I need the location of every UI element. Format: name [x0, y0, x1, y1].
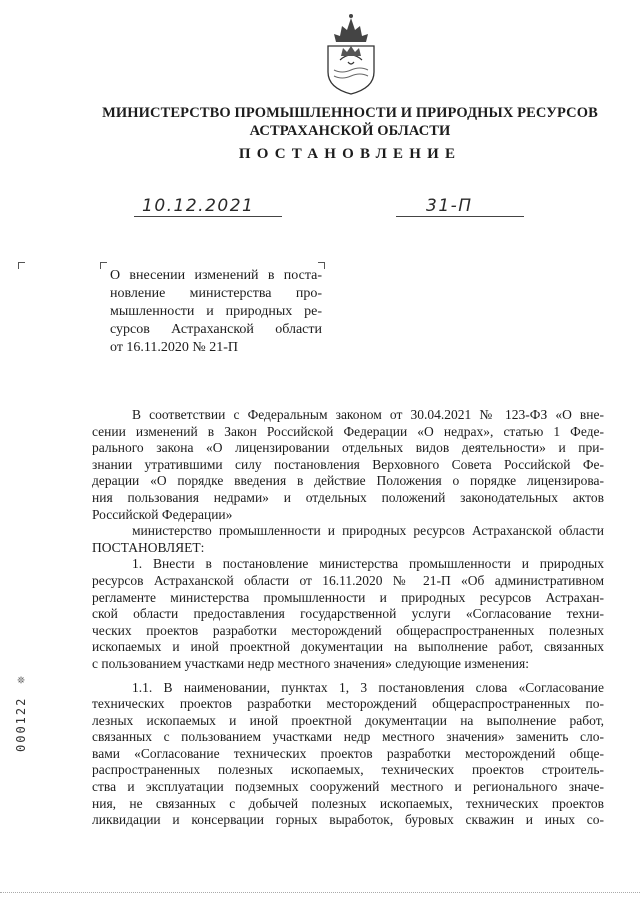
- resolution-keyword: ПОСТАНОВЛЯЕТ:: [92, 539, 205, 555]
- subject-line: мышленности и природных ре-: [110, 304, 322, 319]
- body-line: ресурсов Астраханской области от 16.11.2020 № 21-П «Об административном: [92, 572, 604, 588]
- side-serial-number: 000122 ❊: [14, 671, 28, 752]
- body-line: лезных ископаемых и иной проектной документации на выполнение работ,: [92, 712, 604, 728]
- body-line: сении изменений в Закон Российской Федерации «О недрах», статью 1 Феде-: [92, 423, 604, 439]
- body-line: технических проектов разработки месторождений общераспространенных по-: [92, 696, 604, 712]
- body-line: ния пользования недрами» и отдельных положений законодательных актов: [92, 489, 604, 505]
- body-line: с пользованием участками недр местного значения» следующие изменения:: [92, 655, 529, 671]
- body-line: связанных с пользованием участками недр местного значения» заменить сло-: [92, 729, 604, 745]
- body-line: ликвидации и консервации горных выработок, буровых скважин и иных со-: [92, 812, 604, 828]
- document-date: 10.12.2021: [142, 196, 255, 216]
- coat-of-arms-emblem: [322, 12, 380, 96]
- subject-block: [110, 267, 322, 357]
- body-line: В соответствии с Федеральным законом от 30.04.2021 № 123-ФЗ «О вне-: [132, 407, 604, 422]
- body-line: ской области предоставления государственной услуги «Согласование техни-: [92, 606, 604, 622]
- document-type-title: ПОСТАНОВЛЕНИЕ: [238, 146, 462, 162]
- body-line: Российской Федерации»: [92, 506, 233, 522]
- body-line: ния, не связанных с добычей полезных ископаемых, технических проектов: [92, 795, 604, 811]
- body-line: знании утратившими силу постановления Верховного Совета Российской Фе-: [92, 456, 604, 472]
- document-number: 31-П: [426, 196, 473, 216]
- body-line: ства и эксплуатации подземных сооружений местного и регионального значе-: [92, 779, 604, 795]
- ministry-name: [100, 104, 600, 140]
- body-line: 1. Внести в постановление министерства промышленности и природных: [132, 556, 604, 572]
- date-underline: [134, 216, 282, 217]
- ministry-name-line: МИНИСТЕРСТВО ПРОМЫШЛЕННОСТИ И ПРИРОДНЫХ РЕСУРСОВ: [102, 105, 598, 121]
- corner-mark: [100, 262, 107, 269]
- number-underline: [396, 216, 524, 217]
- body-line: 1.1. В наименовании, пунктах 1, 3 постановления слова «Согласование: [132, 679, 604, 695]
- body-line: ческих проектов разработки месторождений общераспространенных полезных: [92, 622, 604, 638]
- body-line: министерство промышленности и природных ресурсов Астраханской области: [132, 523, 604, 539]
- page-edge-line: [0, 892, 640, 893]
- body-line: вами «Согласование технических проектов разработки месторождений обще-: [92, 745, 604, 761]
- corner-mark: [18, 262, 25, 269]
- body-line: рального закона «О лицензировании отдельных видов деятельности» и при-: [92, 440, 604, 456]
- subject-line: сурсов Астраханской области: [110, 322, 322, 337]
- subject-line: новление министерства про-: [110, 286, 322, 301]
- subject-line: от 16.11.2020 № 21-П: [110, 340, 239, 355]
- body-line: ископаемых и иной проектной документации на выполнение работ, связанных: [92, 639, 604, 655]
- document-body: [92, 407, 604, 829]
- body-line: распространенных полезных ископаемых, технических проектов строитель-: [92, 762, 604, 778]
- body-line: дерации «О порядке введения в действие Положения о порядке лицензирова-: [92, 473, 604, 489]
- ministry-name-line: АСТРАХАНСКОЙ ОБЛАСТИ: [249, 123, 451, 139]
- body-line: регламенте министерства промышленности и природных ресурсов Астрахан-: [92, 589, 604, 605]
- subject-line: О внесении изменений в поста-: [110, 268, 322, 283]
